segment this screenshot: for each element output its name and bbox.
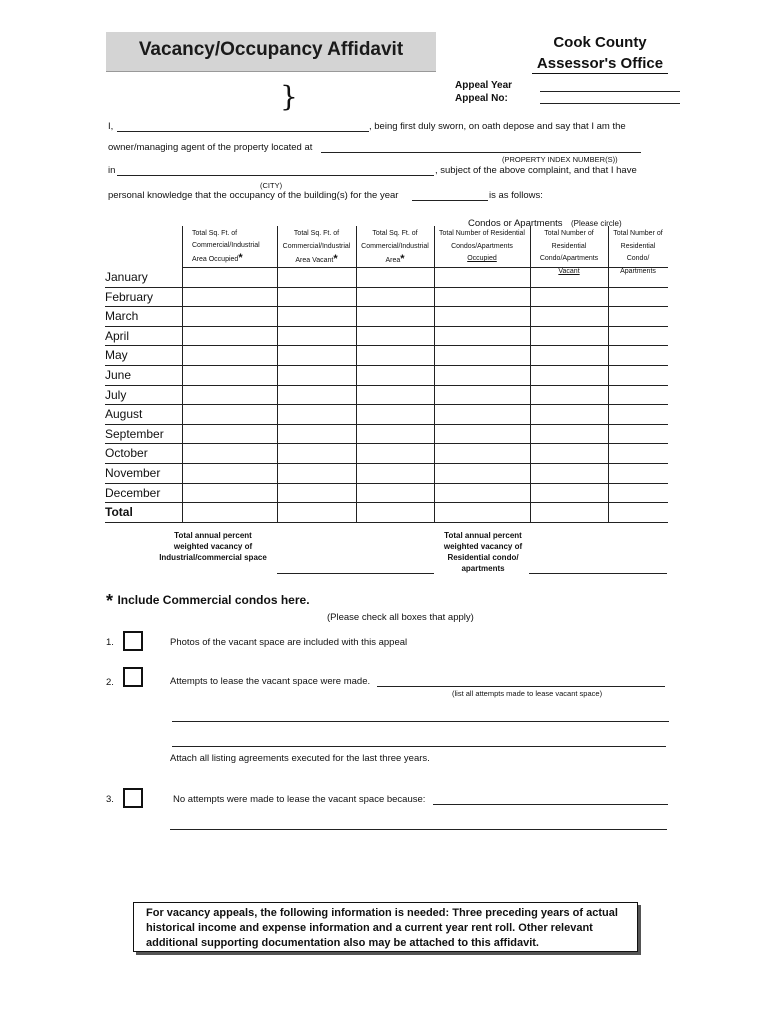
table-cell[interactable] [357, 268, 433, 286]
office-line-1: Cook County [553, 34, 647, 51]
table-cell[interactable] [531, 366, 607, 384]
table-cell[interactable] [435, 386, 529, 404]
item-3-number: 3. [106, 794, 114, 805]
table-cell[interactable] [278, 327, 355, 345]
table-row-line [105, 522, 668, 523]
appeal-year-label: Appeal Year [455, 80, 513, 91]
column-header-line: Area Occupied [192, 256, 239, 263]
total-row-label: Total [105, 505, 133, 520]
column-header-line: Occupied [467, 255, 497, 262]
column-header-line: Total Number of [613, 230, 663, 237]
table-cell[interactable] [531, 405, 607, 423]
table-cell[interactable] [183, 503, 276, 521]
include-note-text: Include Commercial condos here. [117, 593, 310, 607]
oath-line4-prefix: personal knowledge that the occupancy of the building(s) for the year [108, 190, 399, 201]
table-cell[interactable] [609, 288, 667, 306]
table-cell[interactable] [435, 366, 529, 384]
item-1-text: Photos of the vacant space are included with this appeal [170, 637, 408, 648]
month-label: December [105, 485, 161, 500]
table-cell[interactable] [278, 405, 355, 423]
oath-line4-suffix: is as follows: [489, 190, 543, 201]
table-cell[interactable] [357, 288, 433, 306]
table-cell[interactable] [183, 425, 276, 443]
table-cell[interactable] [183, 327, 276, 345]
column-header-line: Commercial/Industrial [192, 242, 260, 249]
lease-attempts-field[interactable] [377, 686, 665, 687]
year-field[interactable] [412, 200, 488, 201]
oath-line1-prefix: I, [108, 121, 114, 132]
table-cell[interactable] [357, 386, 433, 404]
table-cell[interactable] [609, 366, 667, 384]
item-1-number: 1. [106, 637, 114, 648]
table-cell[interactable] [531, 307, 607, 325]
oath-line3-suffix: , subject of the above complaint, and that I have [435, 165, 637, 176]
left-summary [150, 530, 276, 563]
column-header [279, 228, 354, 268]
month-label: March [105, 309, 139, 324]
footer-note: For vacancy appeals, the following information is needed: Three preceding years of actual historical income and expense information and a current year rent roll. Other relevant additional supporting documentation also may be attached to this affidavit. [146, 907, 618, 949]
checkbox-photos[interactable] [123, 631, 143, 651]
table-cell[interactable] [183, 444, 276, 462]
table-cell[interactable] [183, 484, 276, 502]
month-label: May [105, 348, 128, 363]
column-header [184, 228, 275, 266]
table-cell[interactable] [609, 346, 667, 364]
right-summary-line: Total annual percent [444, 531, 522, 540]
column-header-line: Condos/Apartments [451, 242, 513, 250]
table-cell[interactable] [609, 503, 667, 521]
oath-line2: owner/managing agent of the property located at [108, 142, 313, 153]
column-header [436, 228, 528, 266]
appeal-no-field[interactable] [540, 103, 680, 104]
month-label: September [105, 426, 164, 441]
table-cell[interactable] [435, 268, 529, 286]
month-label: February [105, 289, 154, 304]
column-header-line: Total Number of Residential [544, 230, 594, 250]
table-cell[interactable] [183, 366, 276, 384]
left-summary-line: Industrial/commercial space [159, 553, 267, 562]
table-header-line [182, 267, 668, 268]
column-header-line-wrap [358, 253, 432, 268]
month-label: July [105, 387, 127, 402]
table-cell[interactable] [531, 425, 607, 443]
table-cell[interactable] [357, 346, 433, 364]
month-label: November [105, 466, 161, 480]
checkbox-no-attempts[interactable] [123, 788, 143, 808]
table-cell[interactable] [531, 464, 607, 482]
month-label: June [105, 368, 132, 382]
column-header-line: Commercial/Industrial [282, 242, 351, 250]
table-cell[interactable] [531, 346, 607, 364]
office-line-2: Assessor's Office [536, 55, 664, 72]
city-caption: (CITY) [260, 181, 283, 190]
table-cell[interactable] [278, 366, 355, 384]
no-attempts-field[interactable] [433, 804, 668, 805]
column-header-line: Total Sq. Ft. of [293, 230, 340, 237]
month-label: January [105, 270, 148, 284]
left-summary-line: Total annual percent [174, 531, 252, 540]
table-cell[interactable] [609, 405, 667, 423]
condos-header-note: (Please circle) [570, 219, 622, 228]
oath-line1-suffix: , being first duly sworn, on oath depose and say that I am the [369, 121, 626, 132]
table-cell[interactable] [609, 327, 667, 345]
column-header-line: Vacant [558, 267, 580, 275]
table-cell[interactable] [435, 346, 529, 364]
table-cell[interactable] [278, 464, 355, 482]
table-cell[interactable] [357, 405, 433, 423]
right-summary [430, 530, 536, 574]
column-header-line: Total Sq. Ft. of [192, 230, 238, 237]
table-cell[interactable] [435, 425, 529, 443]
column-header-line: Area Vacant [295, 257, 334, 264]
table-cell[interactable] [357, 464, 433, 482]
table-cell[interactable] [531, 386, 607, 404]
table-cell[interactable] [278, 268, 355, 286]
table-cell[interactable] [609, 307, 667, 325]
table-cell[interactable] [531, 327, 607, 345]
table-cell[interactable] [183, 288, 276, 306]
table-cell[interactable] [278, 346, 355, 364]
table-cell[interactable] [435, 484, 529, 502]
table-cell[interactable] [609, 464, 667, 482]
table-cell[interactable] [183, 346, 276, 364]
name-field[interactable] [117, 131, 369, 132]
left-summary-field[interactable] [277, 573, 434, 574]
lease-attempts-field-3[interactable] [172, 746, 666, 747]
table-cell[interactable] [435, 405, 529, 423]
month-label: April [105, 328, 130, 343]
column-header-line: Condo/Apartments [539, 255, 599, 262]
attach-note: Attach all listing agreements executed for the last three years. [170, 753, 430, 764]
table-cell[interactable] [609, 386, 667, 404]
table-cell[interactable] [435, 327, 529, 345]
include-note [106, 591, 310, 612]
column-header [358, 228, 432, 268]
property-field[interactable] [321, 152, 641, 153]
column-header-line: Area [385, 257, 401, 264]
table-cell[interactable] [183, 268, 276, 286]
table-cell[interactable] [278, 288, 355, 306]
right-summary-line: apartments [461, 564, 505, 573]
table-cell[interactable] [278, 444, 355, 462]
table-cell[interactable] [278, 425, 355, 443]
table-cell[interactable] [183, 386, 276, 404]
column-header-line: Apartments [620, 267, 656, 275]
checkbox-lease-attempts[interactable] [123, 667, 143, 687]
table-cell[interactable] [357, 327, 433, 345]
table-cell[interactable] [531, 268, 607, 286]
left-summary-line: weighted vacancy of [173, 542, 253, 551]
table-cell[interactable] [357, 307, 433, 325]
table-cell[interactable] [357, 444, 433, 462]
right-summary-line: weighted vacancy of [443, 542, 523, 551]
item-2-number: 2. [106, 677, 114, 688]
column-header-line-wrap [192, 252, 275, 266]
column-header-line: Total Sq. Ft. of [372, 230, 418, 237]
lease-attempts-caption: (list all attempts made to lease vacant space) [452, 689, 603, 698]
column-header-line: Residential Condo/ [620, 242, 656, 262]
table-cell[interactable] [278, 503, 355, 521]
month-label: August [105, 407, 143, 422]
table-cell[interactable] [609, 268, 667, 286]
check-note: (Please check all boxes that apply) [327, 612, 474, 623]
appeal-no-label: Appeal No: [455, 93, 508, 104]
asterisk-icon: * [333, 253, 338, 265]
brace-glyph: } [280, 80, 298, 113]
lease-attempts-field-2[interactable] [172, 721, 669, 722]
table-cell[interactable] [531, 288, 607, 306]
table-cell[interactable] [357, 425, 433, 443]
condos-header-text: Condos or Apartments [468, 218, 563, 229]
table-cell[interactable] [531, 503, 607, 521]
table-cell[interactable] [609, 425, 667, 443]
right-summary-line: Residential condo/ [447, 553, 519, 562]
city-field[interactable] [117, 175, 434, 176]
table-cell[interactable] [435, 307, 529, 325]
table-cell[interactable] [183, 405, 276, 423]
asterisk-icon: * [106, 591, 114, 611]
page-title: Vacancy/Occupancy Affidavit [138, 39, 404, 60]
pin-caption: (PROPERTY INDEX NUMBER(S)) [502, 155, 618, 164]
table-cell[interactable] [357, 503, 433, 521]
column-header-line: Commercial/Industrial [361, 242, 429, 250]
table-cell[interactable] [357, 366, 433, 384]
item-2-text: Attempts to lease the vacant space were made. [170, 676, 371, 687]
asterisk-icon: * [238, 252, 243, 264]
table-cell[interactable] [278, 307, 355, 325]
table-cell[interactable] [183, 307, 276, 325]
no-attempts-field-2[interactable] [170, 829, 667, 830]
column-header-line-wrap [279, 253, 354, 268]
table-cell[interactable] [531, 484, 607, 502]
table-cell[interactable] [278, 386, 355, 404]
table-cell[interactable] [435, 288, 529, 306]
table-cell[interactable] [435, 464, 529, 482]
table-cell[interactable] [609, 444, 667, 462]
table-cell[interactable] [609, 484, 667, 502]
item-3-text: No attempts were made to lease the vacant space because: [173, 794, 426, 805]
appeal-year-field[interactable] [540, 91, 680, 92]
table-cell[interactable] [183, 464, 276, 482]
column-header-line: Total Number of Residential [439, 230, 525, 237]
table-cell[interactable] [278, 484, 355, 502]
office-rule [532, 73, 668, 74]
month-label: October [105, 446, 148, 461]
table-cell[interactable] [435, 444, 529, 462]
right-summary-field[interactable] [529, 573, 667, 574]
oath-line3-prefix: in [108, 165, 116, 176]
table-cell[interactable] [531, 444, 607, 462]
office-name [530, 32, 670, 74]
table-cell[interactable] [435, 503, 529, 521]
table-cell[interactable] [357, 484, 433, 502]
asterisk-icon: * [400, 253, 405, 265]
